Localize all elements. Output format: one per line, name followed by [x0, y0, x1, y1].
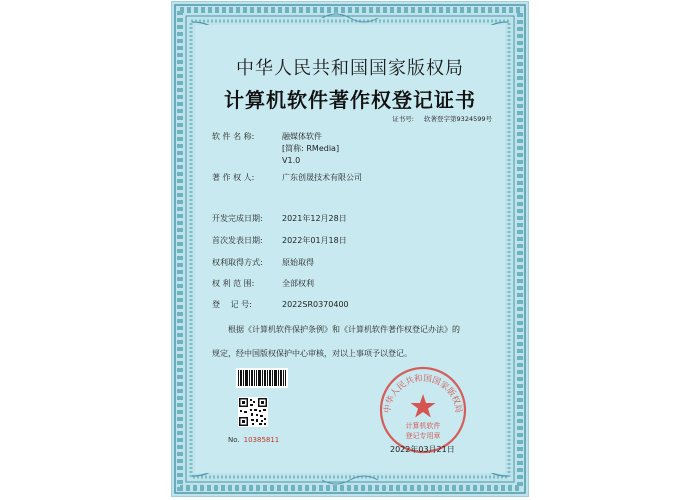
statement-line-1: 根据《计算机软件保护条例》和《计算机软件著作权登记办法》的 — [228, 325, 460, 334]
issuer-title: 中华人民共和国国家版权局 — [236, 58, 464, 79]
certificate — [172, 2, 528, 496]
publish-date-row — [212, 235, 347, 246]
dev-date-row — [212, 213, 347, 224]
serial-prefix: No. — [228, 436, 240, 444]
registration-row — [212, 299, 349, 310]
owner-label: 著 作 权 人: — [212, 173, 255, 182]
acquisition-row — [212, 257, 314, 268]
seal-star-icon — [411, 394, 436, 418]
official-seal — [377, 364, 469, 456]
software-name-value — [282, 131, 339, 167]
serial-number — [228, 436, 279, 444]
qr-code — [238, 397, 268, 427]
publish-date-value: 2022年01月18日 — [282, 236, 347, 245]
registration-label: 登 记 号: — [212, 300, 252, 309]
publish-date-label: 首次发表日期: — [212, 236, 263, 245]
registration-value: 2022SR0370400 — [282, 300, 349, 309]
serial-value: 10385811 — [243, 436, 280, 444]
scope-label: 权 利 范 围: — [212, 279, 255, 288]
certificate-title: 计算机软件著作权登记证书 — [224, 88, 476, 112]
certificate-number — [384, 114, 492, 123]
issue-date: 2022年03月21日 — [390, 445, 455, 454]
owner-row — [212, 172, 362, 183]
software-short-name: [简称: RMedia] — [282, 144, 340, 153]
barcode — [236, 368, 288, 388]
software-version: V1.0 — [282, 156, 301, 165]
scope-value: 全部权利 — [282, 279, 314, 288]
owner-value: 广东创晟技术有限公司 — [282, 173, 362, 182]
software-name-row — [212, 131, 282, 142]
certificate-number-label: 证书号: — [392, 115, 414, 123]
scope-row — [212, 278, 314, 289]
software-name-label: 软 件 名 称: — [212, 132, 255, 141]
statement-line-2: 规定，经中国版权保护中心审核，对以上事项予以登记。 — [212, 349, 412, 358]
dev-date-value: 2021年12月28日 — [282, 214, 347, 223]
seal-inner-line-2: 登记专用章 — [405, 432, 441, 440]
dev-date-label: 开发完成日期: — [212, 214, 263, 223]
seal-inner-line-1: 计算机软件 — [405, 422, 441, 430]
acquisition-label: 权利取得方式: — [212, 258, 263, 267]
certificate-number-value: 软著登字第9324599号 — [424, 115, 492, 123]
acquisition-value: 原始取得 — [282, 258, 314, 267]
software-full-name: 融媒体软件 — [282, 132, 322, 141]
seal-outer-text: 中华人民共和国国家版权局 — [382, 373, 464, 414]
